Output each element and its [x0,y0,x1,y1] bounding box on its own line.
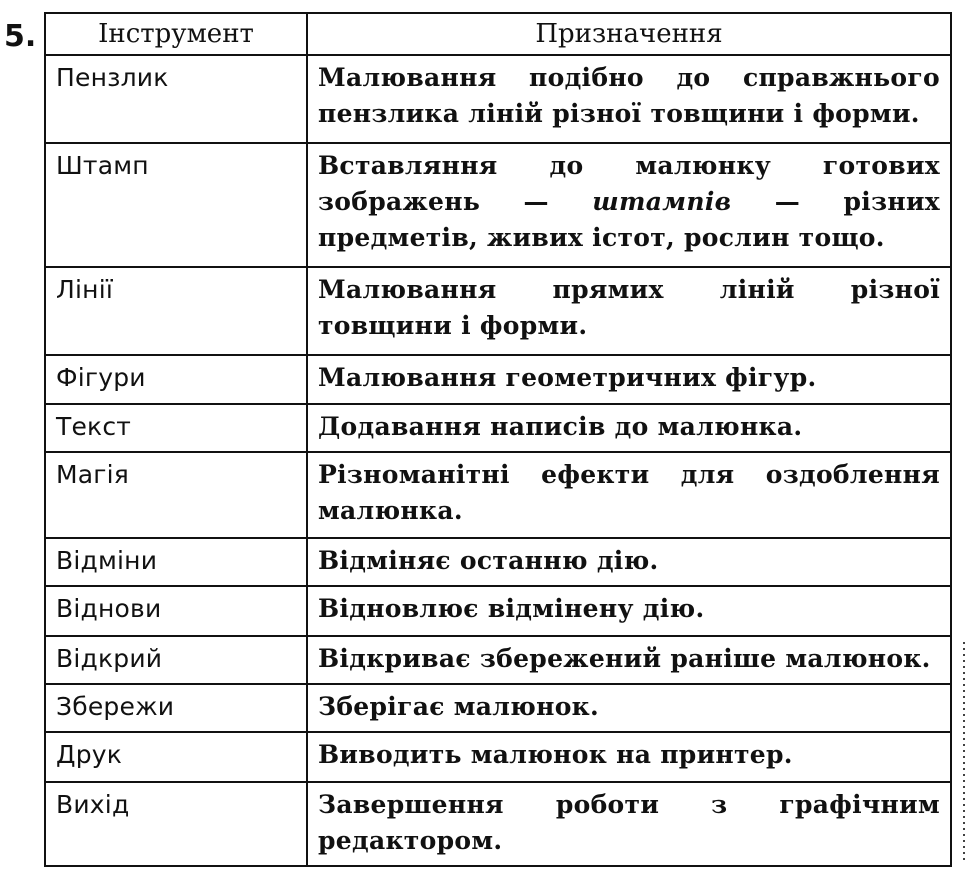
tool-name: Пензлик [45,55,307,143]
table-row [45,452,951,538]
tool-name: Збережи [45,684,307,732]
header-tool: Інструмент [45,13,307,55]
tool-purpose: Відновлює відмінену дію. [307,586,951,636]
table-row [45,684,951,732]
tool-name: Штамп [45,143,307,267]
tool-purpose: Відміняє останню дію. [307,538,951,586]
tool-purpose: Виводить малюнок на принтер. [307,732,951,782]
header-purpose: Призначення [307,13,951,55]
tool-name: Вихід [45,782,307,866]
tool-name: Віднови [45,586,307,636]
tool-purpose: Малювання подібно до справжнього пензлика ліній різної товщини і форми. [307,55,951,143]
tool-purpose: Додавання написів до малюнка. [307,404,951,452]
tool-purpose: Відкриває збережений раніше малюнок. [307,636,951,684]
tool-purpose: Малювання прямих ліній різної товщини і форми. [307,267,951,355]
purpose-part: Вставляння до малюнку готових зображень — [318,151,940,216]
table-row [45,538,951,586]
table-row [45,732,951,782]
table-row [45,143,951,267]
task-number: 5. [4,19,37,54]
tool-purpose: Зберігає малюнок. [307,684,951,732]
tool-purpose [307,143,951,267]
tool-purpose: Малювання геометричних фігур. [307,355,951,404]
tool-name: Відміни [45,538,307,586]
tool-purpose: Різноманітні ефекти для оздоблення малюнка. [307,452,951,538]
table-row [45,782,951,866]
table-row [45,355,951,404]
tools-table [44,12,952,867]
tool-name: Текст [45,404,307,452]
tool-name: Магія [45,452,307,538]
purpose-emphasis: штампів [592,187,732,216]
tool-name: Фігури [45,355,307,404]
purpose-part: — різних предметів, живих істот, рослин тощо. [318,187,941,252]
tool-name: Лінії [45,267,307,355]
table-row [45,586,951,636]
table-row [45,55,951,143]
table-row [45,636,951,684]
header-row [45,13,951,55]
tool-name: Друк [45,732,307,782]
tool-purpose: Завершення роботи з графічним редактором. [307,782,951,866]
tool-name: Відкрий [45,636,307,684]
scan-edge-dots [962,640,966,860]
table-row [45,267,951,355]
table-row [45,404,951,452]
